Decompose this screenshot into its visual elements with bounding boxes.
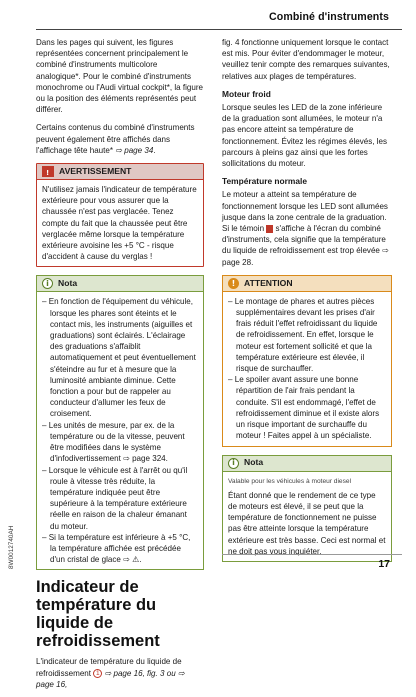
page-ref-link[interactable]: ⇨ page 34	[115, 145, 154, 155]
cold-engine-heading: Moteur froid	[222, 88, 271, 99]
running-header: Combiné d'instruments	[269, 11, 389, 23]
attention-item: – Le spoiler avant assure une bonne répartition de l'air frais pendant la conduite. S'il est endommagé, l'effet de refroidissement diminue et il existe alors un risque important de surchauffe du moteur ! Faites appel à un spécialiste.	[228, 374, 386, 441]
attention-list	[228, 296, 386, 442]
normal-temp-paragraph: Le moteur a atteint sa température de fonctionnement lorsque les LED sont allumées jusque dans la zone centrale de la graduation. Si le témoin s'affiche à l'écran du combiné d'instruments, cela signifie que la température du liquide de refroidissement est trop élevée ⇨ page 28.	[222, 190, 389, 267]
diesel-note-subtitle: Valable pour les véhicules à moteur diesel	[228, 477, 352, 485]
note-item: – Lorsque le véhicule est à l'arrêt ou qu'il roule à vitesse très réduite, la température indiquée peut être supérieure à la température extérieure réelle en raison de la chaleur émanant du moteur.	[42, 465, 198, 532]
info-icon: i	[42, 278, 53, 289]
diesel-note-box	[222, 455, 392, 562]
note-item: – En fonction de l'équipement du véhicule, lorsque les phares sont éteints et le contact mis, les instruments (aiguilles et graduations) sont éclairés. L'éclairage des graduations s'affaiblit automatiquement et peut éventuellement s'éteindre au fur et à mesure que la luminosité ambiante diminue. Cette fonction a pour but de rappeler au conducteur d'allumer les feux de croisement.	[42, 296, 198, 419]
note-header: i Nota	[37, 276, 203, 292]
warning-triangle-icon: !	[42, 166, 54, 177]
coolant-paragraph: L'indicateur de température du liquide de refroidissement 1 ⇨ page 16, fig. 3 ou ⇨ page 16,	[36, 657, 185, 689]
cold-engine-paragraph: Lorsque seules les LED de la zone inférieure de la graduation sont allumées, le moteur n'a pas encore atteint sa température de fonctionnement. Évitez les régimes élevés, les parcours à pleins gaz ainsi que les fortes sollicitations du moteur.	[222, 103, 388, 169]
warning-text: N'utilisez jamais l'indicateur de température extérieure pour vous assurer que la chaussée n'est pas verglacée. Tenez compte du fait que la chaussée peut être verglacée même lorsque la température extérieure avoisine les +5 °C - risque d'accident à cause du verglas !	[42, 185, 197, 262]
diesel-note-header: i Nota	[223, 456, 391, 472]
diesel-note-text: Étant donné que le rendement de ce type de moteurs est élevé, il se peut que la température de fonctionnement ne puisse pas être atteinte lorsque la température extérieure est très basse. Ceci est normal et ne doit pas vous inquiéter.	[228, 490, 386, 556]
hud-paragraph: Certains contenus du combiné d'instruments peuvent également être affichés dans l'affichage tête haute* ⇨ page 34.	[36, 123, 195, 155]
continuation-paragraph: fig. 4 fonctionne uniquement lorsque le contact est mis. Pour éviter d'endommager le moteur, veuillez tenir compte des remarques suivantes, relatives aux plages de températures.	[222, 38, 390, 81]
header-divider	[36, 29, 402, 30]
page-number: 17	[378, 558, 390, 570]
normal-temp-heading: Température normale	[222, 176, 308, 187]
attention-header: ! ATTENTION	[223, 276, 391, 292]
note-box	[36, 275, 204, 570]
note-item: – Les unités de mesure, par ex. de la température ou de la vitesse, peuvent être modifiées dans le système d'infodivertissement ⇨ page 324.	[42, 420, 198, 465]
right-column	[222, 37, 392, 570]
note-item: – Si la température est inférieure à +5 °C, la température affichée est précédée d'un cristal de glace ⇨ ⚠.	[42, 532, 198, 566]
section-heading: Indicateur de température du liquide de refroidissement	[36, 578, 160, 651]
attention-item: – Le montage de phares et autres pièces supplémentaires devant les prises d'air frais réduit l'effet refroidissant du liquide de refroidissement. En effet, lorsque le moteur est fortement sollicité et que la température extérieure est élevée, il risque de surchauffer.	[228, 296, 386, 374]
exclamation-icon: !	[228, 278, 239, 289]
callout-number: 1	[93, 669, 102, 678]
warning-header: ! AVERTISSEMENT	[37, 164, 203, 180]
attention-box	[222, 275, 392, 447]
document-code: 8W0012740AH	[8, 525, 15, 569]
page-ref-link[interactable]: ⇨ page 16, fig. 3 ou ⇨ page 16,	[36, 668, 185, 689]
left-column	[36, 37, 204, 697]
warning-box	[36, 163, 204, 267]
intro-paragraph: Dans les pages qui suivent, les figures représentées concernent principalement le combiné d'instruments multicolore analogique*. Pour le combiné d'instruments monochrome ou l'Audi virtual cockpit*, la figure ou la position des éléments représentés peut différer.	[36, 38, 204, 115]
footer-divider	[222, 554, 402, 555]
note-list	[42, 296, 198, 565]
info-icon: i	[228, 458, 239, 469]
